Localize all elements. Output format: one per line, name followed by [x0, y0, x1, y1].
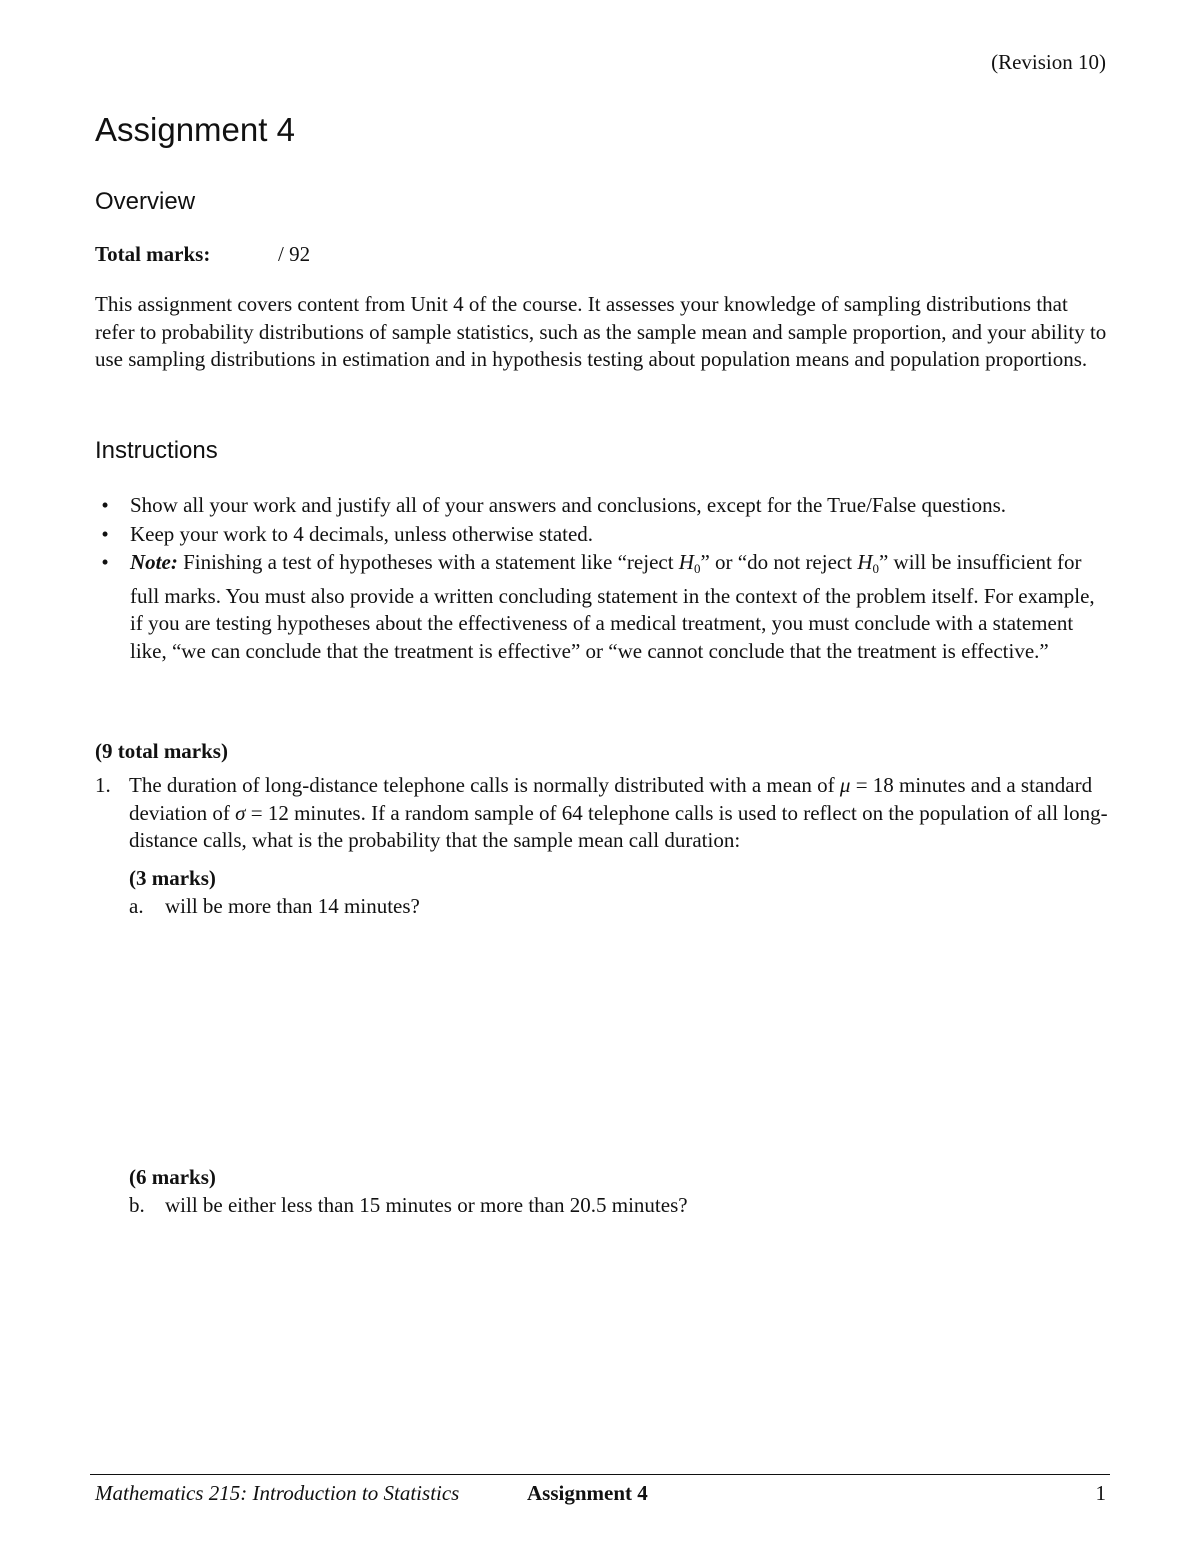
question1-text-a: The duration of long-distance telephone calls is normally distributed with a mean of	[129, 773, 840, 797]
part-a-letter: a.	[129, 894, 144, 918]
instruction-text: Show all your work and justify all of your answers and conclusions, except for the True/False questions.	[130, 493, 1007, 517]
note-label: Note:	[130, 550, 178, 574]
note-text-1: Finishing a test of hypotheses with a statement like “reject	[177, 550, 679, 574]
question1-text	[129, 772, 1110, 855]
question1-number: 1.	[95, 773, 111, 797]
list-item	[95, 492, 1110, 520]
list-item	[95, 521, 1110, 549]
bullet-icon: •	[101, 521, 109, 546]
note-text-2: ” or “do not reject	[700, 550, 858, 574]
total-marks-label: Total marks:	[95, 242, 211, 266]
bullet-icon: •	[101, 550, 109, 574]
note-text-3: ” will be insufficient for full marks. You must also provide a written concluding statement in the context of the problem itself. For example, if you are testing hypotheses about the effectiveness of a medical treatment, you must conclude with a statement like, “we can conclude that the treatment is effective” or “we cannot conclude that the treatment is effective.”	[130, 550, 1095, 663]
question1-text-c: = 12 minutes. If a random sample of 64 telephone calls is used to reflect on the population of all long-distance calls, what is the probability that the sample mean call duration:	[129, 800, 1108, 852]
footer-assignment: Assignment 4	[527, 1481, 648, 1505]
sigma-symbol: σ	[235, 800, 246, 825]
part-b-letter: b.	[129, 1193, 145, 1217]
overview-heading: Overview	[95, 188, 196, 215]
hypothesis-subscript: 0	[693, 561, 701, 576]
question1	[95, 772, 1110, 855]
part-b-text: will be either less than 15 minutes or more than 20.5 minutes?	[165, 1193, 688, 1217]
part-a	[129, 893, 420, 921]
part-a-marks: (3 marks)	[129, 866, 216, 890]
hypothesis-symbol: H	[678, 550, 694, 574]
hypothesis-symbol: H	[857, 550, 873, 574]
bullet-icon: •	[101, 493, 109, 517]
hypothesis-subscript: 0	[872, 561, 879, 576]
page-title: Assignment 4	[95, 111, 295, 148]
part-a-text: will be more than 14 minutes?	[165, 894, 420, 918]
mu-symbol: μ	[839, 773, 851, 797]
footer-course: Mathematics 215: Introduction to Statistics	[95, 1481, 460, 1505]
instructions-heading: Instructions	[95, 437, 218, 464]
footer-divider	[90, 1474, 1110, 1475]
part-b-marks: (6 marks)	[129, 1165, 216, 1189]
question1-total-marks: (9 total marks)	[95, 739, 228, 763]
instruction-text: Keep your work to 4 decimals, unless otherwise stated.	[130, 521, 594, 546]
total-marks-line	[95, 242, 310, 267]
intro-paragraph: This assignment covers content from Unit 4 of the course. It assesses your knowledge of sampling distributions that refer to probability distributions of sample statistics, such as the sample mean and sample proportion, and your ability to use sampling distributions in estimation and in hypothesis testing about population means and population proportions.	[95, 292, 1107, 371]
revision-label: (Revision 10)	[991, 50, 1106, 74]
total-marks-value: / 92	[278, 242, 311, 266]
page-number: 1	[1095, 1481, 1106, 1505]
instructions-list	[95, 492, 1110, 666]
part-b	[129, 1192, 688, 1220]
instruction-text	[130, 550, 1095, 663]
question1-text-b: = 18 minutes and a standard deviation of	[129, 773, 1093, 825]
list-item	[95, 549, 1110, 665]
